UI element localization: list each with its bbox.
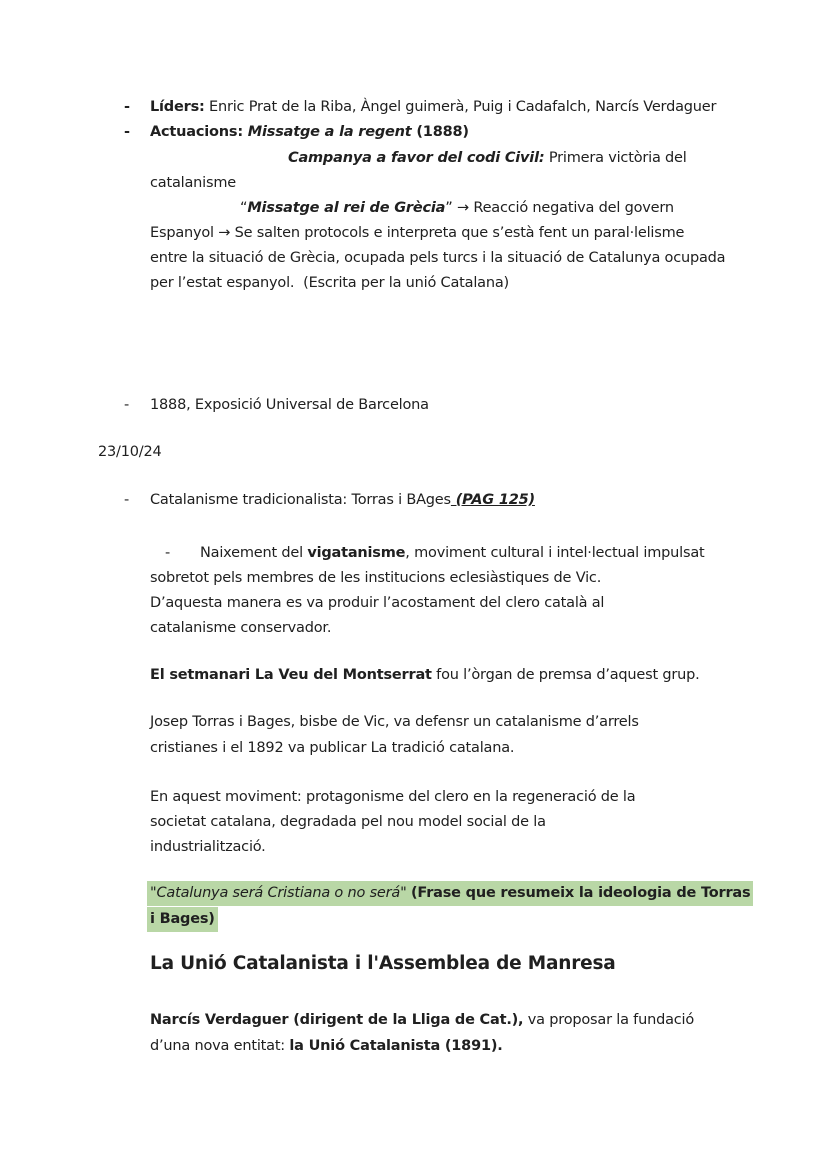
- line-text: [150, 663, 700, 688]
- line-sobretot: [0, 566, 828, 591]
- text-segment: Catalanisme tradicionalista: Torras i BAges: [150, 492, 451, 508]
- line-campanya: [0, 146, 828, 171]
- text-segment: industrialització.: [150, 839, 266, 855]
- line-missatge-grecia: [0, 196, 828, 221]
- highlighted-quote-line-1: [0, 881, 828, 906]
- line-text: [150, 171, 236, 196]
- line-text: [150, 785, 635, 810]
- bullet-item-actuacions: [0, 120, 828, 145]
- text-segment: i Bages): [150, 911, 215, 927]
- text-segment: Enric Prat de la Riba, Àngel guimerà, Puig i Cadafalch, Narcís Verdaguer: [204, 99, 717, 115]
- text-segment: per l’estat espanyol. (Escrita per la unió Catalana): [150, 275, 509, 291]
- highlighted-quote-line-2: [0, 907, 828, 932]
- text-segment: cristianes i el 1892 va publicar La tradició catalana.: [150, 740, 515, 756]
- line-industrialitzacio: [0, 835, 828, 860]
- line-text: [240, 196, 674, 221]
- line-text: [150, 393, 429, 418]
- line-text: [150, 591, 604, 616]
- text-segment: ” → Reacció negativa del govern: [445, 200, 674, 216]
- line-text: [150, 488, 535, 513]
- text-segment: Josep Torras i Bages, bisbe de Vic, va defensr un catalanisme d’arrels: [150, 714, 639, 730]
- bullet-dash: -: [124, 99, 130, 115]
- line-setmanari: [0, 663, 828, 688]
- text-segment: Espanyol → Se salten protocols e interpreta que s’està fent un paral·lelisme: [150, 225, 685, 241]
- text-segment: “: [240, 200, 248, 216]
- bullet-item-liders: [0, 95, 828, 120]
- text-segment: la Unió Catalanista (1891).: [289, 1038, 503, 1054]
- line-text: [150, 271, 509, 296]
- text-segment: catalanisme conservador.: [150, 620, 332, 636]
- line-text: [288, 146, 687, 171]
- text-segment: Primera victòria del: [544, 150, 687, 166]
- text-segment: societat catalana, degradada pel nou model social de la: [150, 814, 546, 830]
- line-text: [150, 246, 725, 271]
- line-espanyol: [0, 221, 828, 246]
- bullet-item-catalanisme-tradicionalista: [0, 488, 828, 513]
- line-text: [150, 810, 546, 835]
- line-text: [98, 440, 162, 465]
- text-segment: fou l’òrgan de premsa d’aquest grup.: [431, 667, 700, 683]
- bullet-item-naixement: [0, 541, 828, 566]
- bullet-dash: -: [124, 397, 130, 413]
- text-segment: Naixement del: [200, 545, 308, 561]
- line-per-estat: [0, 271, 828, 296]
- text-segment: (PAG 125): [450, 492, 535, 508]
- text-segment: 23/10/24: [98, 444, 162, 460]
- text-segment: El setmanari La Veu del Montserrat: [150, 667, 432, 683]
- text-segment: Missatge al rei de Grècia: [247, 200, 446, 216]
- bullet-item-exposicio: [0, 393, 828, 418]
- line-daquesta: [0, 591, 828, 616]
- text-segment: Líders:: [150, 99, 205, 115]
- line-text: [150, 835, 266, 860]
- line-text: [200, 541, 705, 566]
- text-segment: , moviment cultural i intel·lectual impulsat: [405, 545, 705, 561]
- highlighted-text: [147, 881, 753, 906]
- line-catalanisme: [0, 171, 828, 196]
- line-narcis-verdaguer: [0, 1008, 828, 1033]
- line-text: [150, 120, 469, 145]
- section-heading: [0, 948, 828, 980]
- text-segment: (Frase que resumeix la ideologia de Torras: [410, 885, 751, 901]
- line-text: [150, 221, 684, 246]
- bullet-dash: -: [124, 124, 130, 140]
- line-text: [150, 710, 639, 735]
- line-nova-entitat: [0, 1034, 828, 1059]
- text-segment: Missatge a la regent: [247, 124, 412, 140]
- line-societat: [0, 810, 828, 835]
- line-text: [150, 948, 616, 980]
- line-cristianes: [0, 736, 828, 761]
- line-text: [150, 1034, 503, 1059]
- line-text: [150, 566, 601, 591]
- text-segment: catalanisme: [150, 175, 236, 191]
- date: [0, 440, 828, 465]
- line-text: [150, 616, 331, 641]
- text-segment: En aquest moviment: protagonisme del clero en la regeneració de la: [150, 789, 636, 805]
- text-segment: La Unió Catalanista i l'Assemblea de Manresa: [150, 953, 616, 974]
- text-segment: va proposar la fundació: [523, 1012, 695, 1028]
- bullet-dash: -: [165, 545, 171, 561]
- text-segment: Campanya a favor del codi Civil:: [288, 150, 545, 166]
- line-text: [150, 736, 514, 761]
- text-segment: vigatanisme: [307, 545, 406, 561]
- text-segment: Actuacions:: [150, 124, 248, 140]
- text-segment: Narcís Verdaguer (dirigent de la Lliga de Cat.),: [150, 1012, 524, 1028]
- text-segment: "Catalunya será Cristiana o no será": [150, 885, 411, 901]
- line-en-aquest: [0, 785, 828, 810]
- line-entre-situacio: [0, 246, 828, 271]
- text-segment: D’aquesta manera es va produir l’acostament del clero català al: [150, 595, 605, 611]
- highlighted-text: [147, 907, 218, 932]
- bullet-dash: -: [124, 492, 130, 508]
- line-text: [150, 95, 716, 120]
- text-segment: entre la situació de Grècia, ocupada pels turcs i la situació de Catalunya ocupada: [150, 250, 726, 266]
- text-segment: sobretot pels membres de les institucions eclesiàstiques de Vic.: [150, 570, 602, 586]
- text-segment: (1888): [411, 124, 469, 140]
- line-conservador: [0, 616, 828, 641]
- line-josep-torras: [0, 710, 828, 735]
- text-segment: 1888, Exposició Universal de Barcelona: [150, 397, 429, 413]
- line-text: [150, 1008, 694, 1033]
- text-segment: d’una nova entitat:: [150, 1038, 290, 1054]
